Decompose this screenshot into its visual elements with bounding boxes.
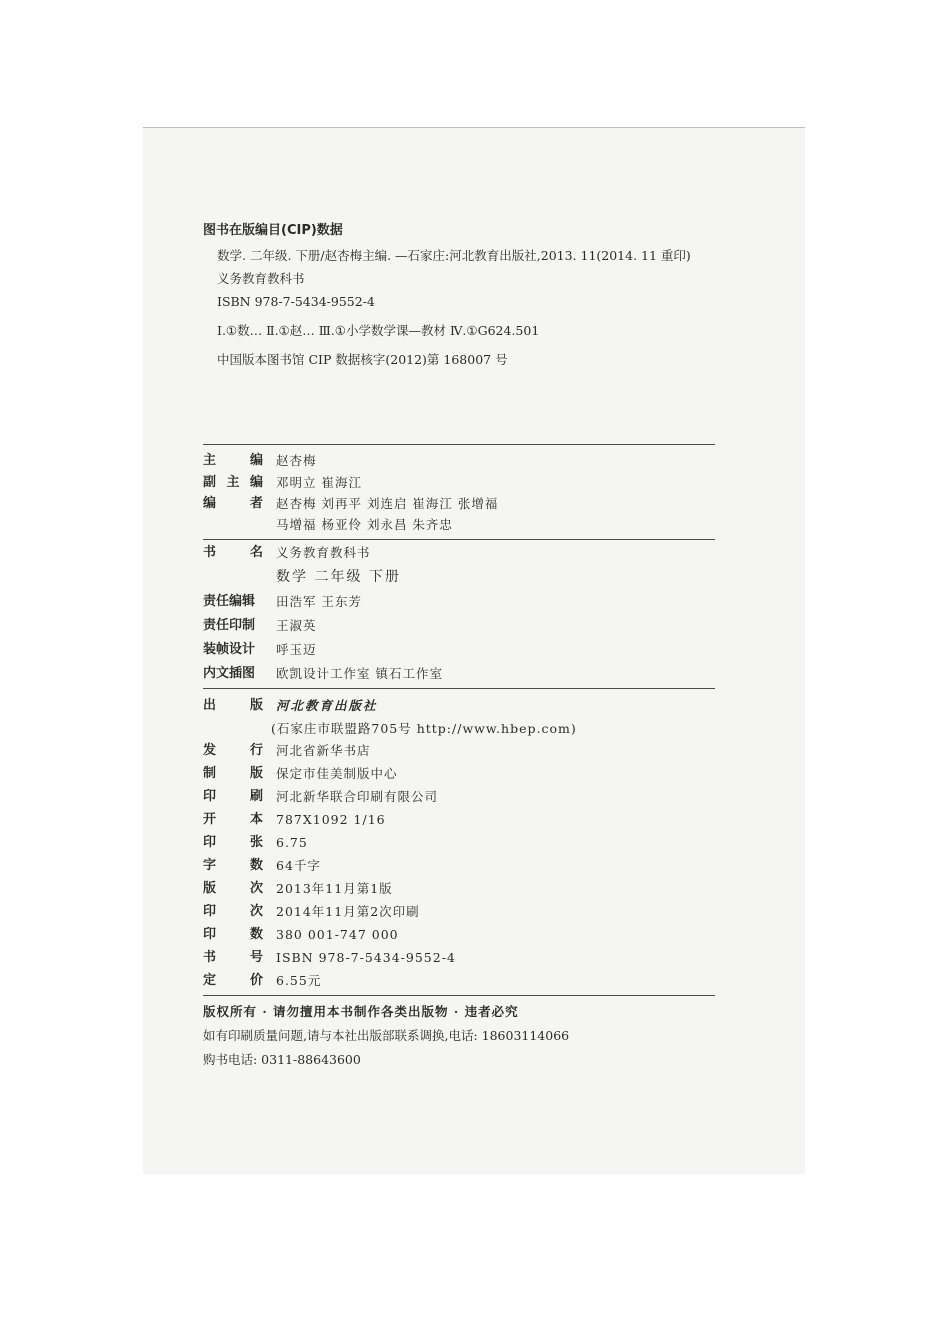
label-char: 主 [203, 453, 217, 468]
cip-title: 图书在版编目(CIP)数据 [203, 223, 343, 238]
label-char: 价 [249, 973, 263, 988]
pub-label [203, 788, 263, 806]
label-char: 印 [203, 904, 217, 919]
label-char: 次 [249, 904, 263, 919]
cip-block [203, 221, 793, 368]
label-char: 出 [203, 698, 217, 713]
cip-series-line: 义务教育教科书 [217, 271, 305, 286]
pub-value: 787X1092 1/16 [276, 812, 386, 827]
pub-value: 380 001-747 000 [276, 927, 399, 942]
pub-value: 2013年11月第1版 [276, 881, 393, 896]
publisher-logo-text: 河北教育出版社 [276, 698, 378, 713]
book-value: 义务教育教科书 [276, 545, 371, 560]
pub-value: 6.75 [276, 835, 308, 850]
book-value: 呼玉迈 [276, 642, 317, 657]
book-value: 欧凯设计工作室 镇石工作室 [276, 666, 443, 681]
label-char: 书 [203, 545, 217, 560]
book-value: 王淑英 [276, 618, 317, 633]
credit-value: 赵杏梅 [276, 453, 317, 468]
pub-value: 6.55元 [276, 973, 322, 988]
label-char: 版 [249, 698, 263, 713]
credit-label [203, 474, 263, 492]
label-char: 副 [203, 475, 217, 490]
pub-label [203, 834, 263, 852]
pub-value: 64千字 [276, 858, 321, 873]
pub-value: 河北新华联合印刷有限公司 [276, 789, 439, 804]
publisher-address: (石家庄市联盟路705号 http://www.hbep.com) [271, 721, 577, 736]
divider-rule [203, 688, 715, 689]
cip-verification-line: 中国版本图书馆 CIP 数据核字(2012)第 168007 号 [217, 352, 508, 367]
label-char: 字 [203, 858, 217, 873]
label-char: 书 [203, 950, 217, 965]
pub-label [203, 857, 263, 875]
credit-label [203, 452, 263, 470]
pub-label [203, 697, 263, 715]
pub-label [203, 880, 263, 898]
label-char: 者 [249, 496, 263, 511]
pub-value: 2014年11月第2次印刷 [276, 904, 420, 919]
label-char: 制 [203, 766, 217, 781]
pub-value: ISBN 978-7-5434-9552-4 [276, 950, 456, 965]
label-char: 编 [203, 496, 217, 511]
label-char: 印 [203, 835, 217, 850]
pub-label [203, 765, 263, 783]
label-char: 编 [249, 453, 263, 468]
label-char: 印 [203, 789, 217, 804]
label-char: 刷 [249, 789, 263, 804]
label-char: 本 [249, 812, 263, 827]
book-label: 责任印制 [203, 618, 256, 633]
cip-classification-line: Ⅰ.①数… Ⅱ.①赵… Ⅲ.①小学数学课—教材 Ⅳ.①G624.501 [217, 323, 540, 338]
copyright-notice [203, 1003, 763, 1021]
divider-rule [203, 995, 715, 996]
pub-label [203, 742, 263, 760]
label-char: 定 [203, 973, 217, 988]
pub-label [203, 903, 263, 921]
book-value: 田浩军 王东芳 [276, 594, 362, 609]
book-label: 责任编辑 [203, 594, 256, 609]
credit-label [203, 495, 263, 513]
label-char: 印 [203, 927, 217, 942]
divider-rule [203, 539, 715, 540]
pub-label [203, 926, 263, 944]
label-char: 版 [203, 881, 217, 896]
label-char: 编 [249, 475, 263, 490]
pub-label [203, 972, 263, 990]
credit-value: 赵杏梅 刘再平 刘连启 崔海江 张增福 [276, 496, 499, 511]
label-char: 数 [249, 927, 263, 942]
book-label: 内文插图 [203, 666, 256, 681]
label-char: 开 [203, 812, 217, 827]
label-char: 发 [203, 743, 217, 758]
pub-label [203, 949, 263, 967]
book-subtitle: 数学 二年级 下册 [276, 569, 401, 585]
pub-value: 河北省新华书店 [276, 743, 371, 758]
pub-label [203, 811, 263, 829]
label-char: 次 [249, 881, 263, 896]
purchase-phone: 购书电话: 0311-88643600 [203, 1052, 361, 1067]
cip-bibliographic-line: 数学. 二年级. 下册/赵杏梅主编. —石家庄:河北教育出版社,2013. 11(2014. 11 重印) [217, 248, 691, 263]
label-char: 号 [249, 950, 263, 965]
book-label: 装帧设计 [203, 642, 256, 657]
pub-value: 保定市佳美制版中心 [276, 766, 398, 781]
label-char: 行 [249, 743, 263, 758]
label-char: 张 [249, 835, 263, 850]
label-char: 版 [249, 766, 263, 781]
label-char: 主 [226, 475, 240, 490]
quality-notice: 如有印刷质量问题,请与本社出版部联系调换,电话: 18603114066 [203, 1028, 570, 1043]
book-label [203, 544, 263, 562]
credit-value: 马增福 杨亚伶 刘永昌 朱齐忠 [276, 517, 453, 532]
copyright-text: 版权所有 · 请勿擅用本书制作各类出版物 · 违者必究 [203, 1004, 519, 1019]
credit-value: 邓明立 崔海江 [276, 475, 362, 490]
label-char: 数 [249, 858, 263, 873]
cip-isbn-line: ISBN 978-7-5434-9552-4 [217, 294, 375, 309]
label-char: 名 [249, 545, 263, 560]
divider-rule [203, 444, 715, 445]
